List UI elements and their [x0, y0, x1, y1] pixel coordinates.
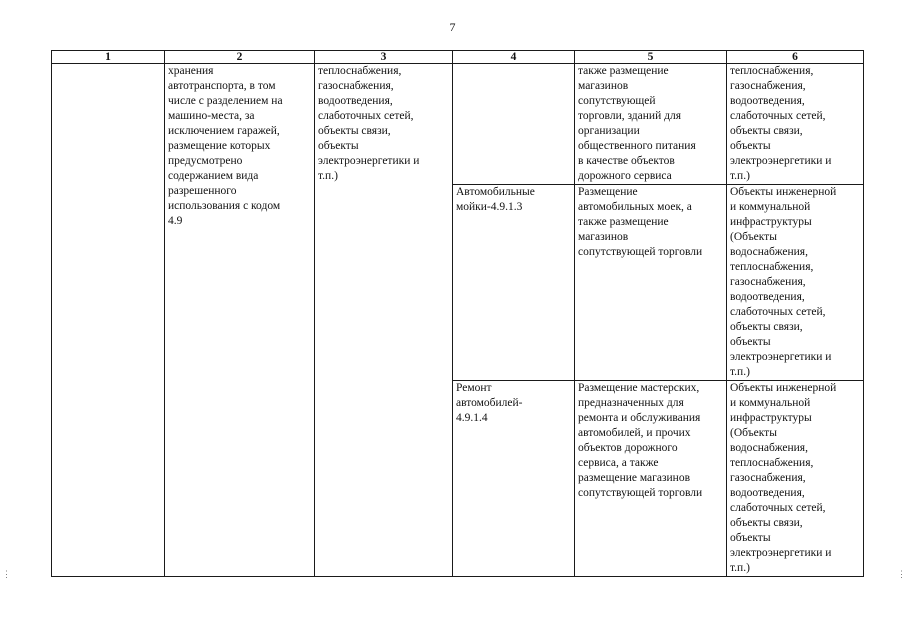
cell-name: Ремонт автомобилей- 4.9.1.4	[453, 381, 575, 577]
header-col-2: 2	[165, 51, 315, 64]
header-col-6: 6	[727, 51, 864, 64]
cell-objects: Объекты инженерной и коммунальной инфраструктуры (Объекты водоснабжения, теплоснабжения, газоснабжения, водоотведения, слаботочных сетей, объекты связи, объекты электроэнергетики и т.п.)	[727, 381, 864, 577]
cell-col-1	[52, 64, 165, 577]
cell-description: также размещение магазинов сопутствующей торговли, зданий для организации общественного питания в качестве объектов дорожного сервиса	[575, 64, 727, 185]
cell-name: Автомобильные мойки-4.9.1.3	[453, 185, 575, 381]
header-col-3: 3	[315, 51, 453, 64]
right-edge-mark: ⋮	[897, 569, 906, 579]
cell-objects: Объекты инженерной и коммунальной инфраструктуры (Объекты водоснабжения, теплоснабжения, газоснабжения, водоотведения, слаботочных сетей, объекты связи, объекты электроэнергетики и т.п.)	[727, 185, 864, 381]
cell-col-2: хранения автотранспорта, в том числе с разделением на машино-места, за исключением гаражей, размещение которых предусмотрено содержанием вида разрешенного использования с кодом 4.9	[165, 64, 315, 577]
header-col-1: 1	[52, 51, 165, 64]
cell-name	[453, 64, 575, 185]
page-number: 7	[449, 20, 456, 34]
cell-objects: теплоснабжения, газоснабжения, водоотведения, слаботочных сетей, объекты связи, объекты электроэнергетики и т.п.)	[727, 64, 864, 185]
cell-description: Размещение мастерских, предназначенных для ремонта и обслуживания автомобилей, и прочих объектов дорожного сервиса, а также размещение магазинов сопутствующей торговли	[575, 381, 727, 577]
cell-description: Размещение автомобильных моек, а также размещение магазинов сопутствующей торговли	[575, 185, 727, 381]
header-col-5: 5	[575, 51, 727, 64]
header-col-4: 4	[453, 51, 575, 64]
zoning-table	[51, 50, 864, 577]
table-row	[52, 64, 864, 185]
cell-col-3: теплоснабжения, газоснабжения, водоотведения, слаботочных сетей, объекты связи, объекты электроэнергетики и т.п.)	[315, 64, 453, 577]
header-row	[52, 51, 864, 64]
left-edge-mark: ⋮	[2, 569, 11, 579]
